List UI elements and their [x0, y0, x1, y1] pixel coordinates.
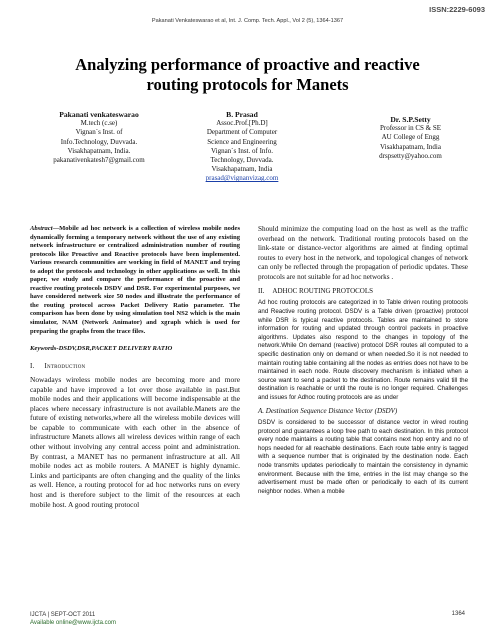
- section-number: II.: [258, 287, 265, 295]
- paper-title: [40, 55, 455, 95]
- author-affiliation-line: Department of Computer: [206, 128, 278, 137]
- author-block-2: [172, 110, 312, 184]
- section-number: I.: [30, 361, 35, 370]
- section-title: Introduction: [44, 361, 86, 370]
- author-name: Pakanati venkateswarao: [59, 110, 139, 119]
- title-line-1: Analyzing performance of proactive and reactive: [75, 55, 420, 74]
- author-name: Dr. S.P.Setty: [390, 115, 431, 124]
- abstract-text: —Mobile ad hoc network is a collection of wireless mobile nodes dynamically forming a temporary network without the use of any existing network infrastructure or centralized administration number of routing protocols like Proactive and Reactive protocols have been implemented. Various research communities are working in field of MANET and trying to adopt the protocols and technology in other applications as well. In this paper, we study and compare the performance of the proactive and reactive routing protocols DSDV and DSR. For experimental purposes, we have considered network size 50 nodes and illustrate the performance of the routing protocol across Packet Delivery Ratio parameter. The comparison has been done by using simulation tool NS2 which is the main simulator, NAM (Network Animator) and xgraph which is used for preparing the graphs from the trace files.: [30, 225, 240, 335]
- introduction-text: Nowadays wireless mobile nodes are becoming more and more capable and have improved a lot over those available in past.But mobile nodes and their applications will become indispensable at the places where necessary infrastructure is not available.Manets are the future of existing networks,where all the wireless mobile devices will be capable to communicate with each other in the absence of infrastructure Manets allows all wireless devices within range of each other without involving any central access point and administration. By contrast, a MANET has no permanent infrastructure at all. All mobile nodes act as mobile routers. A MANET is highly dynamic. Links and participants are often changing and the quality of the links as well. Hence, a routing protocol for ad hoc networks runs on every host and is therefore subject to the limit of the resources at each mobile host. A good routing protocol: [30, 374, 240, 509]
- author-affiliation-line: AU College of Engg: [381, 133, 440, 142]
- author-email-link[interactable]: prasad@vignanvizag.com: [205, 174, 279, 183]
- author-email: drspsetty@yahoo.com: [379, 151, 442, 160]
- author-affiliation-line: M.tech (c.se): [80, 119, 118, 128]
- section-heading-introduction: [30, 362, 240, 371]
- author-affiliation-line: Professor in CS & SE: [379, 124, 442, 133]
- footer-page-number: 1364: [451, 611, 465, 617]
- author-block-1: [30, 110, 168, 165]
- author-affiliation-line: Assoc.Prof.[Ph.D]: [216, 119, 268, 128]
- author-affiliation-line: Vignan`s Inst. of: [75, 128, 123, 137]
- routing-protocols-text: Ad hoc routing protocols are categorized in to Table driven routing protocols and Reactive routing protocol. DSDV is a Table driven (proactive) protocol while DSR is typical reactive protocols. Tables are maintained to store information for routing and updated through control packets in proactive algorithms. Updates also respond to the changes in topology of the network.While On demand (reactive) protocol DSR routes all computed to a specific destination only on demand or when needed.So it is not needed to maintain routing table containing all the nodes as entries does not have to be maintained in each node. Route discovery mechanism is initiated when a source want to send a packet to the destination. Route remains valid till the destination is reachable or until the route is no longer required. Challenges and issues for Adhoc routing protocols are as under: [258, 299, 468, 401]
- dsdv-text: DSDV is considered to be successor of distance vector in wired routing protocol and guarantees a loop free path to each destination. In this protocol every node maintains a routing table that contains next hop entry and no of hops needed for all reachable destinations. Each route table entry is tagged with a sequence number that is originated by the destination node. Each node transmits updates periodically to maintain the consistency in dynamic environment. Because with the time, entries in the list may change so the advertisement must be made often or periodically to each of its current neighbor nodes. When a mobile: [258, 418, 468, 495]
- title-line-2: routing protocols for Manets: [146, 75, 349, 94]
- subsection-heading-dsdv: A. Destination Sequence Distance Vector (DSDV): [258, 406, 398, 415]
- author-affiliation-line: Visakhapatnam, India: [379, 142, 441, 151]
- author-affiliation-line: Visakhapatnam, India.: [67, 146, 131, 155]
- left-column: [30, 225, 240, 509]
- author-affiliation-line: Technology, Duvvada.: [210, 156, 274, 165]
- issn-label: ISSN:2229-6093: [429, 5, 485, 14]
- right-column: [258, 225, 468, 496]
- continuation-paragraph: Should minimize the computing load on the host as well as the traffic overhead on the network. Traditional routing protocols based on the link-state or distance-vector algorithms are aimed at finding optimal routes to every host in the network, and topological changes of network can only be reflected through the propagation of periodic updates. These protocols are not suitable for ad hoc networks .: [258, 225, 468, 281]
- footer-journal: [30, 611, 116, 627]
- footer-available-online: Available online@www.ijcta.com: [30, 620, 117, 626]
- abstract: [30, 225, 240, 336]
- author-affiliation-line: Visakhapatnam, India: [211, 165, 273, 174]
- author-email: pakanativenkatesh7@gmail.com: [53, 156, 145, 165]
- section-title: ADHOC ROUTING PROTOCOLS: [272, 287, 374, 295]
- section-heading-routing-protocols: [258, 287, 468, 296]
- author-affiliation-line: Vignan`s Inst. of Info.: [211, 146, 273, 155]
- keywords: Keywords-DSDV,DSR,PACKET DELIVERY RATIO: [30, 345, 173, 353]
- author-affiliation-line: Science and Engineering: [207, 137, 277, 146]
- author-name: B. Prasad: [226, 110, 258, 119]
- abstract-lead: Abstract: [30, 225, 53, 232]
- footer-journal-issue: IJCTA | SEPT-OCT 2011: [30, 612, 96, 618]
- running-head: Pakanati Venkateswarao et al, Int. J. Comp. Tech. Appl., Vol 2 (5), 1364-1367: [151, 18, 344, 24]
- author-affiliation-line: Info.Technology, Duvvada.: [60, 137, 138, 146]
- author-block-3: [348, 115, 473, 161]
